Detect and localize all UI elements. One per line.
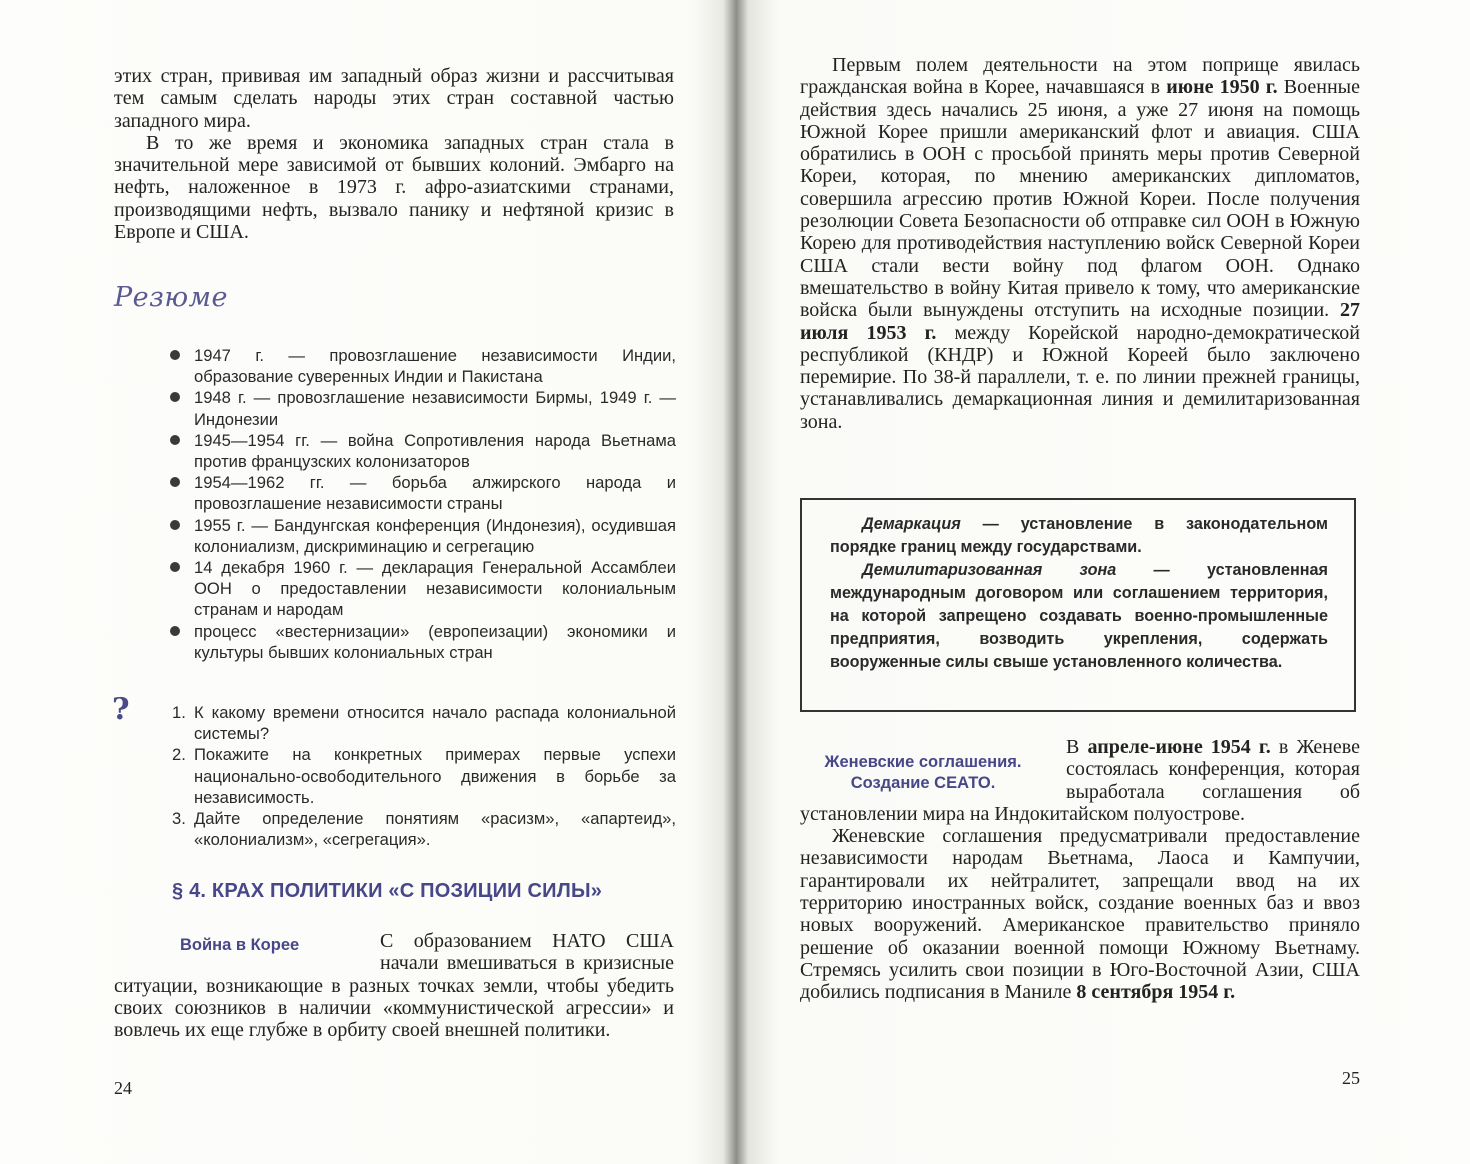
definition-text: — установленная международным договором или соглашением территория, на которой запрещено создавать военно-промышленные предприятия, возводить укрепления, содержать вооруженные силы свыше установленного количества.	[830, 561, 1328, 671]
date-emphasis: июне 1950 г.	[1166, 76, 1278, 99]
text-run: в Женеве состоялась конференция, которая выработала соглашения об установлении мира на Индокитайском полуострове.	[800, 736, 1361, 825]
page-number-left: 24	[114, 1078, 132, 1098]
bullet-icon	[170, 435, 180, 445]
resume-item	[168, 515, 676, 557]
korea-war-paragraph	[800, 54, 1360, 433]
question-item	[172, 744, 676, 808]
date-emphasis: 27 июля 1953 г.	[800, 299, 1360, 344]
resume-title: Резюме	[114, 282, 229, 313]
resume-item-text: 1955 г. — Бандунгская конференция (Индонезия), осудившая колониализм, дискриминацию и сегрегацию	[194, 515, 676, 556]
resume-item-text: 1948 г. — провозглашение независимости Бирмы, 1949 г. — Индонезии	[194, 388, 676, 429]
side-heading-spacer	[114, 930, 380, 974]
resume-item-text: 14 декабря 1960 г. — декларация Генеральной Ассамблеи ООН о предоставлении независимости колониальным странам и народам	[194, 558, 676, 620]
resume-item-text: 1947 г. — провозглашение независимости Индии, образование суверенных Индии и Пакистана	[194, 346, 676, 387]
question-number: 1.	[172, 703, 186, 722]
definition-demarcation	[830, 513, 1328, 559]
resume-item	[168, 472, 676, 514]
question-text: Дайте определение понятиям «расизм», «апартеид», «колониализм», «сегрегация».	[194, 809, 676, 850]
resume-item-text: процесс «вестернизации» (европеизации) экономики и культуры бывших колониальных стран	[194, 621, 676, 662]
bullet-icon	[170, 626, 180, 636]
question-mark-icon: ?	[112, 692, 130, 727]
resume-item	[168, 430, 676, 472]
geneva-heading-line: Создание СЕАТО.	[850, 774, 996, 792]
definition-term: Демилитаризованная зона	[862, 561, 1117, 579]
resume-item-text: 1945—1954 гг. — война Сопротивления народа Вьетнама против французских колонизаторов	[194, 430, 676, 472]
left-intro-text	[114, 65, 674, 243]
resume-item	[168, 387, 676, 429]
korea-paragraph: С образованием НАТО США начали вмешиваться в кризисные ситуации, возникающие в разных точках земли, чтобы убедить своих союзников в наличии «коммунистической агрессии» и вовлечь их еще глубже в орбиту своей внешней политики.	[114, 930, 674, 1042]
bullet-icon	[170, 562, 180, 572]
geneva-heading-line: Женевские соглашения.	[824, 753, 1022, 771]
question-item	[172, 702, 676, 744]
resume-item	[168, 621, 676, 663]
intro-paragraph: В то же время и экономика западных стран стала в значительной мере зависимой от бывших колоний. Эмбарго на нефть, наложенное в 1973 г. афро-азиатскими странами, производящими нефть, вызвало панику и нефтяной кризис в Европе и США.	[114, 131, 674, 244]
page-number-right: 25	[1342, 1068, 1360, 1088]
text-run: Первым полем деятельности на этом поприще явилась гражданская война в Корее, начавшаяся в	[800, 54, 1360, 99]
definition-dmz	[830, 559, 1328, 674]
korea-side-heading: Война в Корее	[180, 936, 300, 954]
text-run: Военные действия здесь начались 25 июня, а уже 27 июня на помощь Южной Корее пришли американский флот и авиация. США обратились в ООН с просьбой принять меры против Северной Кореи, которая, по мнению американских дипломатов, совершила агрессию против Южной Кореи. После получения резолюции Совета Безопасности об отправке сил ООН в Южную Корею для противодействия наступлению войск Северной Кореи США стали вести войну под флагом ООН. Однако вмешательство в войну Китая привело к тому, что американские войска были вынуждены отступить на исходные позиции.	[800, 76, 1360, 322]
text-run: между Корейской народно-демократической республикой (КНДР) и Южной Кореей было заключено перемирие. По 38-й параллели, т. е. по линии прежней границы, устанавливались демаркационная линия и демилитаризованная зона.	[800, 321, 1360, 433]
definition-term: Демаркация	[862, 515, 961, 533]
question-number: 2.	[172, 745, 186, 765]
intro-paragraph: этих стран, прививая им западный образ жизни и рассчитывая тем самым сделать народы этих стран составной частью западного мира.	[114, 65, 674, 132]
bullet-icon	[170, 350, 180, 360]
question-text: К какому времени относится начало распада колониальной системы?	[194, 703, 676, 744]
date-emphasis: апреле-июне 1954 г.	[1087, 736, 1271, 758]
definition-text: — установление в законодательном порядке границ между государствами.	[830, 515, 1328, 556]
korea-war-text	[800, 54, 1360, 433]
resume-item	[168, 345, 676, 387]
question-number: 3.	[172, 809, 186, 829]
bullet-icon	[170, 477, 180, 487]
bullet-icon	[170, 520, 180, 530]
korea-paragraph-wrap	[114, 930, 674, 1041]
question-item	[172, 808, 676, 850]
definitions-box	[800, 498, 1356, 712]
question-text: Покажите на конкретных примерах первые успехи национально-освободительного движения в борьбе за независимость.	[194, 745, 676, 807]
text-run: Женевские соглашения предусматривали предоставление независимости народам Вьетнама, Лаоса и Кампучии, гарантировали их нейтралитет, запрещали ввод на их территорию иностранных войск, создание военных баз и ввоз новых вооружений. Американское правительство приняло решение об оказании военной помощи Южному Вьетнаму. Стремясь усилить свои позиции в Юго-Восточной Азии, США добились подписания в Маниле	[800, 825, 1360, 1004]
resume-item-text: 1954—1962 гг. — борьба алжирского народа и провозглашение независимости страны	[194, 473, 676, 514]
section-heading: § 4. КРАХ ПОЛИТИКИ «С ПОЗИЦИИ СИЛЫ»	[172, 880, 603, 902]
side-heading-spacer	[800, 736, 1066, 802]
questions-list	[172, 702, 676, 850]
date-emphasis: 8 сентября 1954 г.	[1076, 981, 1236, 1004]
resume-list	[168, 345, 676, 663]
geneva-text-wrap	[800, 736, 1360, 1004]
geneva-paragraph	[800, 825, 1360, 1003]
bullet-icon	[170, 392, 180, 402]
text-run: В	[1066, 736, 1088, 758]
resume-item	[168, 557, 676, 621]
